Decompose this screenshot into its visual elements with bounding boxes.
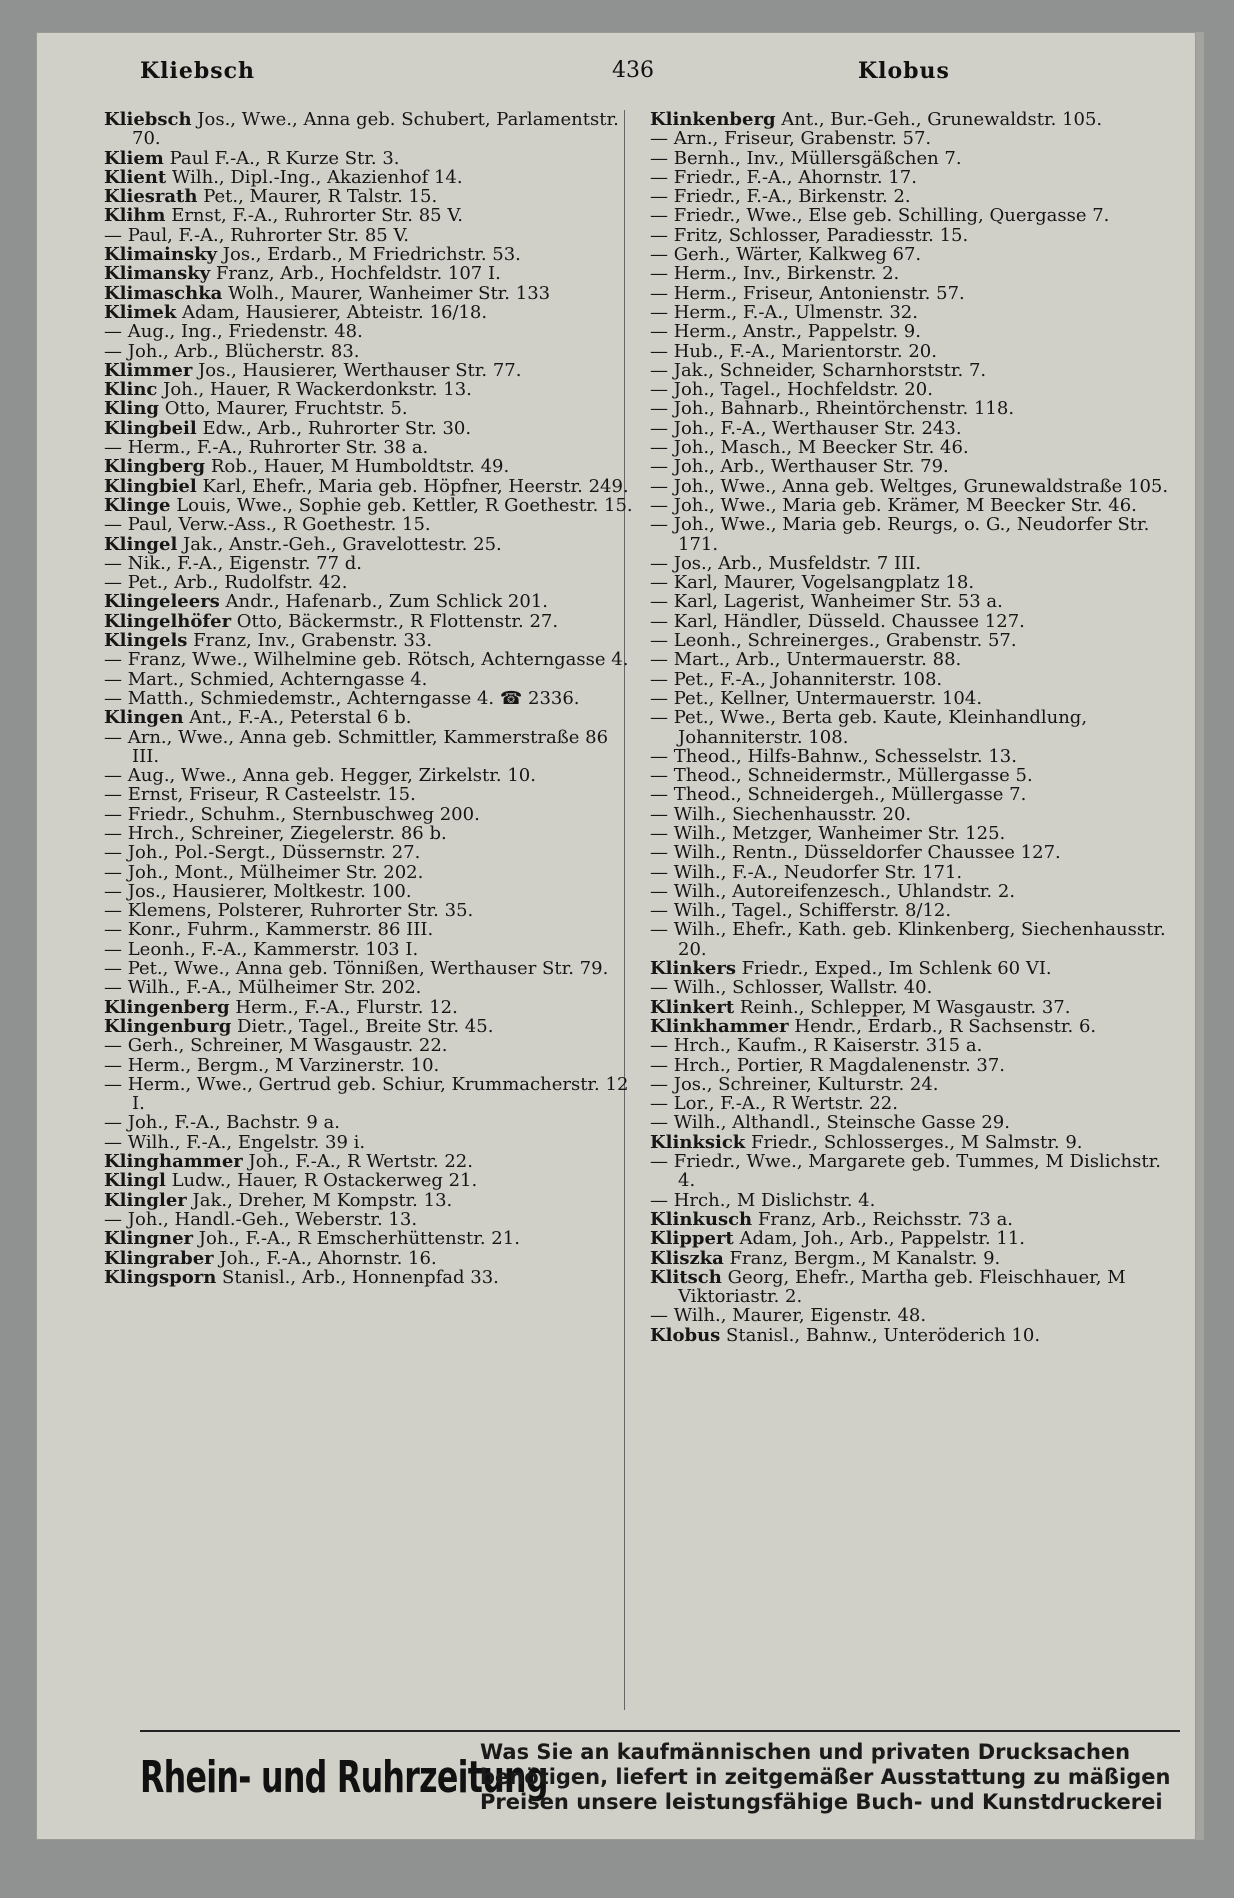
directory-entry — [650, 1075, 1170, 1094]
entry-surname: Klingeleers — [104, 591, 220, 613]
entry-surname: Klobus — [650, 1324, 721, 1346]
directory-entry — [104, 785, 634, 804]
entry-details: Friedr., Exped., Im Schlenk 60 VI. — [741, 958, 1052, 980]
entry-surname: Klinkusch — [650, 1208, 753, 1230]
entry-details: Ernst, F.-A., Ruhrorter Str. 85 V. — [171, 205, 463, 227]
directory-entry — [650, 245, 1170, 264]
entry-details: — Pet., Kellner, Untermauerstr. 104. — [650, 687, 983, 709]
directory-entry — [650, 1152, 1170, 1191]
ad-text — [480, 1740, 1180, 1815]
entry-details: — Pet., F.-A., Johanniterstr. 108. — [650, 668, 943, 690]
entry-details: Jos., Wwe., Anna geb. Schubert, Parlamentstr. 70. — [132, 109, 619, 150]
directory-entry — [650, 1229, 1170, 1248]
entry-details: — Joh., Tagel., Hochfeldstr. 20. — [650, 379, 933, 401]
entry-details: Joh., F.-A., R Wertstr. 22. — [248, 1151, 473, 1173]
directory-entry — [650, 612, 1170, 631]
directory-entry — [104, 1249, 634, 1268]
entry-details: — Wilh., Siechenhausstr. 20. — [650, 803, 912, 825]
entry-details: — Herm., Inv., Birkenstr. 2. — [650, 263, 900, 285]
entry-surname: Klingenberg — [104, 996, 230, 1018]
entry-details: — Bernh., Inv., Müllersgäßchen 7. — [650, 147, 962, 169]
directory-entry — [650, 1133, 1170, 1152]
directory-entry — [650, 554, 1170, 573]
entry-details: Wilh., Dipl.-Ing., Akazienhof 14. — [171, 166, 463, 188]
entry-details: — Mart., Arb., Untermauerstr. 88. — [650, 649, 962, 671]
entry-details: Edw., Arb., Ruhrorter Str. 30. — [202, 417, 472, 439]
directory-entry — [650, 399, 1170, 418]
entry-details: Hendr., Erdarb., R Sachsenstr. 6. — [794, 1015, 1097, 1037]
entry-details: — Leonh., Schreinerges., Grabenstr. 57. — [650, 630, 1017, 652]
entry-details: — Gerh., Schreiner, M Wasgaustr. 22. — [104, 1035, 448, 1057]
entry-details: Jos., Erdarb., M Friedrichstr. 53. — [222, 244, 521, 266]
directory-entry — [104, 573, 634, 592]
entry-surname: Klingelhöfer — [104, 610, 232, 632]
entry-details: — Pet., Wwe., Anna geb. Tönnißen, Werthauser Str. 79. — [104, 958, 609, 980]
directory-entry — [650, 650, 1170, 669]
directory-entry — [104, 824, 634, 843]
left-column — [104, 110, 634, 1287]
entry-details: — Franz, Wwe., Wilhelmine geb. Rötsch, Achterngasse 4. — [104, 649, 629, 671]
directory-entry — [104, 650, 634, 669]
directory-entry — [104, 303, 634, 322]
entry-details: — Theod., Schneidergeh., Müllergasse 7. — [650, 784, 1027, 806]
directory-entry — [104, 264, 634, 283]
directory-entry — [104, 110, 634, 149]
directory-entry — [104, 805, 634, 824]
entry-surname: Klimansky — [104, 263, 211, 285]
directory-entry — [104, 187, 634, 206]
entry-details: Wolh., Maurer, Wanheimer Str. 133 — [228, 282, 551, 304]
entry-details: Jos., Hausierer, Werthauser Str. 77. — [198, 359, 522, 381]
directory-entry — [104, 226, 634, 245]
directory-entry — [104, 322, 634, 341]
directory-entry — [650, 998, 1170, 1017]
entry-details: Franz, Bergm., M Kanalstr. 9. — [729, 1247, 1001, 1269]
entry-details: — Gerh., Wärter, Kalkweg 67. — [650, 244, 922, 266]
entry-details: — Wilh., Autoreifenzesch., Uhlandstr. 2. — [650, 880, 1016, 902]
directory-entry — [650, 342, 1170, 361]
entry-details: — Theod., Schneidermstr., Müllergasse 5. — [650, 765, 1033, 787]
directory-entry — [104, 554, 634, 573]
entry-details: — Hrch., Schreiner, Ziegelerstr. 86 b. — [104, 822, 447, 844]
directory-entry — [650, 515, 1170, 554]
directory-entry — [104, 978, 634, 997]
entry-details: — Joh., F.-A., Bachstr. 9 a. — [104, 1112, 340, 1134]
directory-entry — [650, 1210, 1170, 1229]
entry-details: — Friedr., Wwe., Else geb. Schilling, Quergasse 7. — [650, 205, 1110, 227]
directory-entry — [104, 515, 634, 534]
directory-entry — [650, 592, 1170, 611]
entry-details: — Arn., Wwe., Anna geb. Schmittler, Kammerstraße 86 III. — [104, 726, 609, 767]
entry-details: — Herm., Friseur, Antonienstr. 57. — [650, 282, 965, 304]
directory-entry — [104, 1113, 634, 1132]
directory-entry — [650, 284, 1170, 303]
entry-details: — Joh., Handl.-Geh., Weberstr. 13. — [104, 1208, 418, 1230]
directory-entry — [104, 863, 634, 882]
directory-entry — [650, 766, 1170, 785]
directory-entry — [104, 149, 634, 168]
entry-details: — Joh., Bahnarb., Rheintörchenstr. 118. — [650, 398, 1015, 420]
directory-entry — [104, 1133, 634, 1152]
directory-entry — [104, 998, 634, 1017]
entry-surname: Klingen — [104, 707, 184, 729]
entry-details: Joh., Hauer, R Wackerdonkstr. 13. — [163, 379, 472, 401]
directory-entry — [650, 882, 1170, 901]
directory-entry — [104, 708, 634, 727]
directory-entry — [104, 631, 634, 650]
entry-surname: Klingbiel — [104, 475, 197, 497]
entry-details: — Mart., Schmied, Achterngasse 4. — [104, 668, 428, 690]
entry-surname: Klingels — [104, 630, 188, 652]
entry-details: — Wilh., F.-A., Engelstr. 39 i. — [104, 1131, 366, 1153]
header-left-catchword: Kliebsch — [140, 58, 255, 84]
directory-entry — [650, 1306, 1170, 1325]
directory-entry — [650, 303, 1170, 322]
entry-details: — Friedr., Schuhm., Sternbuschweg 200. — [104, 803, 480, 825]
entry-details: — Joh., Wwe., Maria geb. Reurgs, o. G., Neudorfer Str. 171. — [650, 514, 1150, 555]
header-right-catchword: Klobus — [858, 58, 950, 84]
directory-entry — [650, 1056, 1170, 1075]
entry-surname: Klient — [104, 166, 167, 188]
entry-details: — Hub., F.-A., Marientorstr. 20. — [650, 340, 937, 362]
entry-details: — Friedr., F.-A., Ahornstr. 17. — [650, 166, 917, 188]
entry-details: — Wilh., F.-A., Mülheimer Str. 202. — [104, 977, 422, 999]
ad-line-2: benötigen, liefert in zeitgemäßer Ausstattung zu mäßigen — [480, 1765, 1171, 1789]
entry-details: — Karl, Maurer, Vogelsangplatz 18. — [650, 572, 975, 594]
entry-details: — Wilh., Metzger, Wanheimer Str. 125. — [650, 822, 1006, 844]
directory-entry — [104, 959, 634, 978]
directory-entry — [104, 438, 634, 457]
entry-details: — Joh., F.-A., Werthauser Str. 243. — [650, 417, 962, 439]
entry-surname: Klimaschka — [104, 282, 223, 304]
entry-surname: Klinc — [104, 379, 158, 401]
entry-details: — Ernst, Friseur, R Casteelstr. 15. — [104, 784, 416, 806]
directory-entry — [650, 438, 1170, 457]
directory-entry — [650, 419, 1170, 438]
entry-details: — Pet., Arb., Rudolfstr. 42. — [104, 572, 348, 594]
entry-surname: Klingberg — [104, 456, 206, 478]
entry-details: — Friedr., F.-A., Birkenstr. 2. — [650, 186, 911, 208]
entry-details: — Karl, Lagerist, Wanheimer Str. 53 a. — [650, 591, 1003, 613]
entry-details: — Herm., F.-A., Ruhrorter Str. 38 a. — [104, 437, 429, 459]
directory-entry — [650, 863, 1170, 882]
directory-entry — [104, 168, 634, 187]
directory-entry — [104, 1191, 634, 1210]
entry-details: — Wilh., Ehefr., Kath. geb. Klinkenberg, Siechenhausstr. 20. — [650, 919, 1166, 960]
entry-details: — Fritz, Schlosser, Paradiesstr. 15. — [650, 224, 969, 246]
directory-entry — [104, 1171, 634, 1190]
entry-surname: Klinkenberg — [650, 109, 776, 130]
entry-details: — Wilh., Schlosser, Wallstr. 40. — [650, 977, 933, 999]
entry-details: — Lor., F.-A., R Wertstr. 22. — [650, 1093, 898, 1115]
entry-surname: Klinksick — [650, 1131, 746, 1153]
directory-entry — [650, 573, 1170, 592]
directory-entry — [650, 670, 1170, 689]
ad-brand-name: Rhein- und Ruhrzeitung — [140, 1752, 548, 1803]
entry-surname: Klinkhammer — [650, 1015, 789, 1037]
entry-details: — Joh., Wwe., Maria geb. Krämer, M Beecker Str. 46. — [650, 494, 1137, 516]
entry-surname: Klippert — [650, 1228, 734, 1250]
directory-entry — [104, 399, 634, 418]
entry-surname: Klinkers — [650, 958, 736, 980]
entry-surname: Klinkert — [650, 996, 735, 1018]
entry-details: — Matth., Schmiedemstr., Achterngasse 4. ☎ 2336. — [104, 687, 580, 709]
directory-entry — [650, 1191, 1170, 1210]
directory-entry — [104, 882, 634, 901]
directory-entry — [650, 785, 1170, 804]
entry-details: Adam, Joh., Arb., Pappelstr. 11. — [739, 1228, 1026, 1250]
directory-entry — [104, 361, 634, 380]
directory-entry — [104, 496, 634, 515]
advertisement — [140, 1730, 1180, 1820]
directory-entry — [650, 920, 1170, 959]
page-edge — [1196, 32, 1204, 1840]
entry-surname: Klingbeil — [104, 417, 197, 439]
page-number: 436 — [612, 58, 654, 83]
directory-entry — [104, 245, 634, 264]
directory-entry — [650, 129, 1170, 148]
directory-entry — [104, 1229, 634, 1248]
entry-details: — Herm., F.-A., Ulmenstr. 32. — [650, 301, 918, 323]
entry-details: — Aug., Ing., Friedenstr. 48. — [104, 321, 363, 343]
directory-entry — [650, 322, 1170, 341]
directory-entry — [104, 1268, 634, 1287]
directory-entry — [650, 959, 1170, 978]
directory-entry — [104, 592, 634, 611]
directory-entry — [650, 496, 1170, 515]
entry-details: Dietr., Tagel., Breite Str. 45. — [237, 1015, 494, 1037]
entry-details: — Friedr., Wwe., Margarete geb. Tummes, M Dislichstr. 4. — [650, 1151, 1161, 1192]
entry-details: — Wilh., Althandl., Steinsche Gasse 29. — [650, 1112, 1010, 1134]
directory-entry — [104, 1152, 634, 1171]
directory-entry — [104, 920, 634, 939]
directory-entry — [104, 419, 634, 438]
directory-entry — [650, 1268, 1170, 1307]
directory-entry — [650, 1094, 1170, 1113]
directory-entry — [650, 226, 1170, 245]
entry-details: — Hrch., M Dislichstr. 4. — [650, 1189, 876, 1211]
entry-details: — Jos., Arb., Musfeldstr. 7 III. — [650, 552, 922, 574]
right-column — [650, 110, 1170, 1345]
entry-details: — Jos., Hausierer, Moltkestr. 100. — [104, 880, 412, 902]
entry-details: — Joh., Masch., M Beecker Str. 46. — [650, 437, 969, 459]
directory-entry — [104, 670, 634, 689]
entry-details: Joh., F.-A., Ahornstr. 16. — [219, 1247, 437, 1269]
entry-surname: Klinge — [104, 494, 171, 516]
entry-details: — Paul, Verw.-Ass., R Goethestr. 15. — [104, 514, 431, 536]
entry-surname: Klingel — [104, 533, 178, 555]
entry-surname: Kliesrath — [104, 186, 198, 208]
directory-entry — [650, 631, 1170, 650]
directory-entry — [650, 843, 1170, 862]
directory-entry — [104, 284, 634, 303]
ad-line-3: Preisen unsere leistungsfähige Buch- und Kunstdruckerei — [480, 1790, 1163, 1814]
directory-entry — [104, 477, 634, 496]
directory-entry — [104, 342, 634, 361]
entry-details: Karl, Ehefr., Maria geb. Höpfner, Heerstr. 249. — [202, 475, 629, 497]
entry-details: Friedr., Schlosserges., M Salmstr. 9. — [751, 1131, 1083, 1153]
directory-entry — [104, 535, 634, 554]
directory-entry — [104, 1017, 634, 1036]
directory-entry — [104, 380, 634, 399]
entry-details: Ant., F.-A., Peterstal 6 b. — [189, 707, 412, 729]
directory-entry — [650, 1326, 1170, 1345]
entry-details: — Paul, F.-A., Ruhrorter Str. 85 V. — [104, 224, 410, 246]
entry-surname: Klingraber — [104, 1247, 214, 1269]
entry-details: Reinh., Schlepper, M Wasgaustr. 37. — [739, 996, 1071, 1018]
entry-details: Jak., Anstr.-Geh., Gravelottestr. 25. — [183, 533, 502, 555]
entry-surname: Klihm — [104, 205, 166, 227]
entry-details: Adam, Hausierer, Abteistr. 16/18. — [182, 301, 488, 323]
directory-entry — [104, 612, 634, 631]
entry-details: Louis, Wwe., Sophie geb. Kettler, R Goethestr. 15. — [176, 494, 633, 516]
directory-entry — [650, 110, 1170, 129]
entry-details: — Karl, Händler, Düsseld. Chaussee 127. — [650, 610, 1025, 632]
directory-entry — [650, 1249, 1170, 1268]
directory-entry — [650, 457, 1170, 476]
directory-entry — [650, 978, 1170, 997]
directory-entry — [650, 206, 1170, 225]
directory-entry — [650, 380, 1170, 399]
entry-details: — Konr., Fuhrm., Kammerstr. 86 III. — [104, 919, 434, 941]
directory-entry — [104, 457, 634, 476]
entry-details: — Wilh., Maurer, Eigenstr. 48. — [650, 1305, 927, 1327]
entry-surname: Kliebsch — [104, 109, 192, 130]
directory-entry — [650, 361, 1170, 380]
entry-details: Joh., F.-A., R Emscherhüttenstr. 21. — [198, 1228, 520, 1250]
entry-details: — Klemens, Polsterer, Ruhrorter Str. 35. — [104, 900, 474, 922]
entry-details: Otto, Maurer, Fruchtstr. 5. — [164, 398, 408, 420]
ad-line-1: Was Sie an kaufmännischen und privaten Drucksachen — [480, 1740, 1131, 1764]
entry-details: Stanisl., Bahnw., Unteröderich 10. — [726, 1324, 1041, 1346]
entry-details: Pet., Maurer, R Talstr. 15. — [203, 186, 438, 208]
entry-details: — Joh., Pol.-Sergt., Düssernstr. 27. — [104, 842, 421, 864]
entry-details: — Aug., Wwe., Anna geb. Hegger, Zirkelstr. 10. — [104, 765, 536, 787]
directory-entry — [650, 477, 1170, 496]
entry-details: — Joh., Arb., Werthauser Str. 79. — [650, 456, 949, 478]
entry-surname: Klinghammer — [104, 1151, 243, 1173]
entry-surname: Klingner — [104, 1228, 194, 1250]
directory-entry — [104, 766, 634, 785]
directory-entry — [104, 1056, 634, 1075]
entry-details: Rob., Hauer, M Humboldtstr. 49. — [210, 456, 510, 478]
entry-details: Franz, Arb., Hochfeldstr. 107 I. — [215, 263, 501, 285]
directory-entry — [650, 1017, 1170, 1036]
directory-entry — [104, 1036, 634, 1055]
entry-surname: Kling — [104, 398, 159, 420]
directory-entry — [104, 206, 634, 225]
directory-entry — [650, 149, 1170, 168]
directory-entry — [650, 1036, 1170, 1055]
entry-details: — Herm., Anstr., Pappelstr. 9. — [650, 321, 921, 343]
entry-surname: Kliem — [104, 147, 164, 169]
entry-details: — Wilh., Tagel., Schifferstr. 8/12. — [650, 900, 952, 922]
entry-details: — Hrch., Kaufm., R Kaiserstr. 315 a. — [650, 1035, 983, 1057]
entry-details: — Pet., Wwe., Berta geb. Kaute, Kleinhandlung, Johanniterstr. 108. — [650, 707, 1088, 748]
entry-surname: Klingenburg — [104, 1015, 232, 1037]
entry-details: Andr., Hafenarb., Zum Schlick 201. — [225, 591, 549, 613]
directory-entry — [104, 689, 634, 708]
directory-entry — [104, 1210, 634, 1229]
entry-details: — Herm., Wwe., Gertrud geb. Schiur, Krummacherstr. 12 I. — [104, 1073, 629, 1115]
entry-surname: Kliszka — [650, 1247, 724, 1269]
directory-entry — [650, 168, 1170, 187]
directory-entry — [650, 805, 1170, 824]
entry-details: — Nik., F.-A., Eigenstr. 77 d. — [104, 552, 363, 574]
entry-details: Stanisl., Arb., Honnenpfad 33. — [222, 1266, 499, 1288]
entry-surname: Klingl — [104, 1170, 166, 1192]
entry-details: — Theod., Hilfs-Bahnw., Schesselstr. 13. — [650, 745, 1017, 767]
entry-details: Ludw., Hauer, R Ostackerweg 21. — [171, 1170, 478, 1192]
entry-surname: Klingsporn — [104, 1266, 217, 1288]
entry-surname: Klimainsky — [104, 244, 218, 266]
entry-details: Paul F.-A., R Kurze Str. 3. — [169, 147, 400, 169]
directory-entry — [650, 264, 1170, 283]
entry-details: Franz, Arb., Reichsstr. 73 a. — [757, 1208, 1014, 1230]
entry-details: — Joh., Mont., Mülheimer Str. 202. — [104, 861, 424, 883]
directory-entry — [650, 708, 1170, 747]
entry-surname: Klimmer — [104, 359, 193, 381]
entry-details: Georg, Ehefr., Martha geb. Fleischhauer, M Viktoriastr. 2. — [678, 1266, 1126, 1308]
entry-details: Franz, Inv., Grabenstr. 33. — [193, 630, 433, 652]
directory-entry — [104, 728, 634, 767]
directory-entry — [650, 824, 1170, 843]
entry-surname: Klingler — [104, 1189, 187, 1211]
directory-entry — [650, 1113, 1170, 1132]
entry-details: — Jak., Schneider, Scharnhorststr. 7. — [650, 359, 987, 381]
directory-entry — [104, 940, 634, 959]
entry-details: Otto, Bäckermstr., R Flottenstr. 27. — [236, 610, 559, 632]
entry-details: — Joh., Wwe., Anna geb. Weltges, Grunewaldstraße 105. — [650, 475, 1169, 497]
entry-details: — Joh., Arb., Blücherstr. 83. — [104, 340, 360, 362]
directory-entry — [650, 689, 1170, 708]
directory-entry — [104, 901, 634, 920]
entry-details: — Wilh., F.-A., Neudorfer Str. 171. — [650, 861, 963, 883]
entry-details: — Wilh., Rentn., Düsseldorfer Chaussee 127. — [650, 842, 1061, 864]
entry-details: Ant., Bur.-Geh., Grunewaldstr. 105. — [781, 109, 1103, 130]
entry-details: Herm., F.-A., Flurstr. 12. — [235, 996, 458, 1018]
entry-details: — Leonh., F.-A., Kammerstr. 103 I. — [104, 938, 419, 960]
entry-details: — Arn., Friseur, Grabenstr. 57. — [650, 128, 932, 150]
directory-entry — [650, 901, 1170, 920]
directory-entry — [650, 747, 1170, 766]
directory-entry — [104, 1075, 634, 1114]
entry-details: Jak., Dreher, M Kompstr. 13. — [192, 1189, 453, 1211]
directory-entry — [650, 187, 1170, 206]
entry-details: — Jos., Schreiner, Kulturstr. 24. — [650, 1073, 939, 1095]
entry-surname: Klimek — [104, 301, 177, 323]
entry-details: — Herm., Bergm., M Varzinerstr. 10. — [104, 1054, 440, 1076]
directory-entry — [104, 843, 634, 862]
entry-details: — Hrch., Portier, R Magdalenenstr. 37. — [650, 1054, 1006, 1076]
entry-surname: Klitsch — [650, 1266, 722, 1288]
